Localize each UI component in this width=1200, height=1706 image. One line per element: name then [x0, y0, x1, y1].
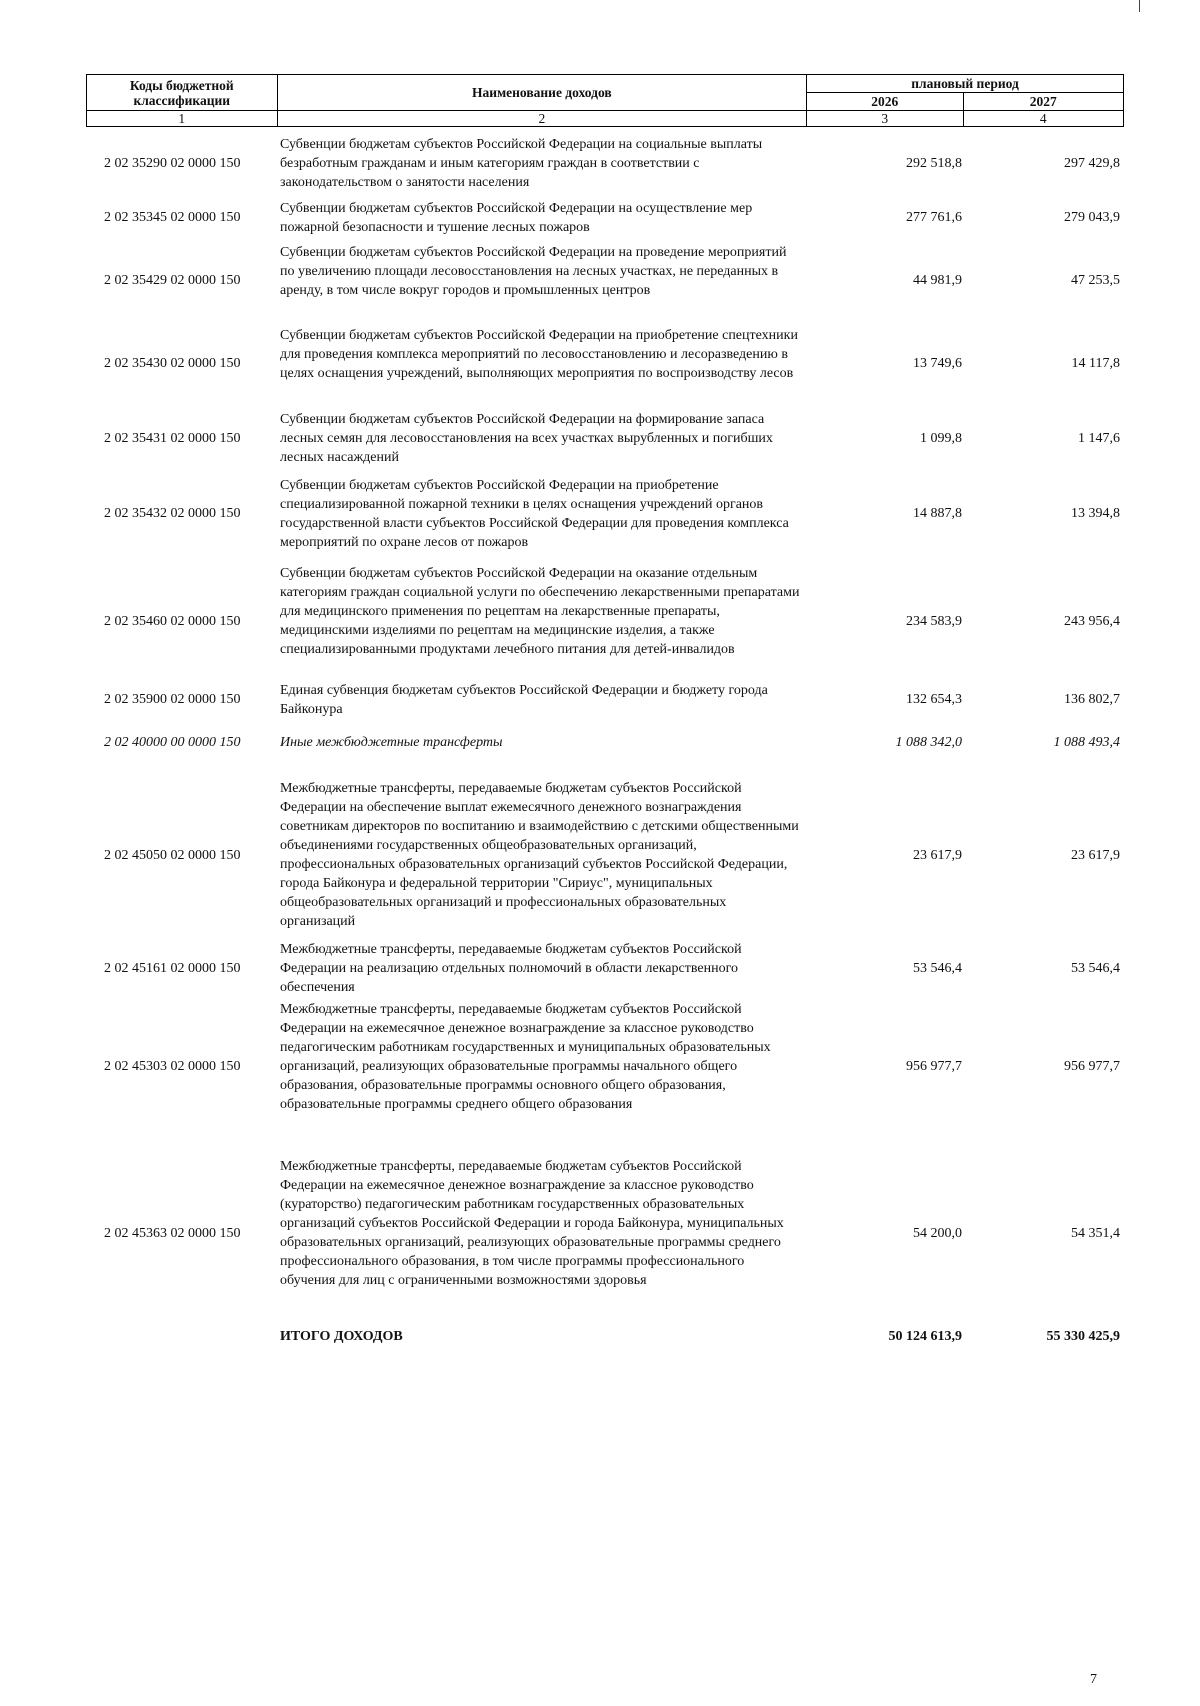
row-value-2027: 279 043,9: [1064, 210, 1120, 225]
row-value-2027: 53 546,4: [1071, 961, 1120, 976]
row-code: 2 02 40000 00 0000 150: [104, 735, 241, 750]
row-value-2026: 292 518,8: [906, 156, 962, 171]
header-period: плановый период: [807, 75, 1124, 93]
row-value-2027: 956 977,7: [1064, 1059, 1120, 1074]
row-value-2026: 234 583,9: [906, 614, 962, 629]
row-name: Субвенции бюджетам субъектов Российской Федерации на приобретение специализированной пожарной техники в целях оснащения учреждений органов государственной власти субъектов Российской Федерации для проведения комплекса мероприятий по охране лесов от пожаров: [280, 478, 789, 550]
row-code: 2 02 35900 02 0000 150: [104, 692, 241, 707]
row-name: Межбюджетные трансферты, передаваемые бюджетам субъектов Российской Федерации на реализацию отдельных полномочий в области лекарственного обеспечения: [280, 942, 742, 995]
row-code: 2 02 35432 02 0000 150: [104, 506, 241, 521]
row-code: 2 02 45050 02 0000 150: [104, 848, 241, 863]
row-value-2027: 47 253,5: [1071, 273, 1120, 288]
row-value-2026: 53 546,4: [913, 961, 962, 976]
row-value-2026: 23 617,9: [913, 848, 962, 863]
row-code: 2 02 35290 02 0000 150: [104, 156, 241, 171]
header-num-3: 3: [807, 111, 963, 127]
table-header: [86, 74, 1124, 127]
row-code: 2 02 45363 02 0000 150: [104, 1226, 241, 1241]
row-name: Субвенции бюджетам субъектов Российской Федерации на социальные выплаты безработным гражданам и иным категориям граждан в соответствии с законодательством о занятости населения: [280, 137, 763, 190]
row-code: 2 02 35460 02 0000 150: [104, 614, 241, 629]
total-label: ИТОГО ДОХОДОВ: [280, 1329, 403, 1344]
row-value-2027: 54 351,4: [1071, 1226, 1120, 1241]
header-num-1: 1: [87, 111, 278, 127]
row-value-2026: 14 887,8: [913, 506, 962, 521]
row-name: Иные межбюджетные трансферты: [280, 735, 503, 750]
row-name: Единая субвенция бюджетам субъектов Российской Федерации и бюджету города Байконура: [280, 683, 768, 717]
row-value-2026: 132 654,3: [906, 692, 962, 707]
row-value-2026: 13 749,6: [913, 356, 962, 371]
row-name: Субвенции бюджетам субъектов Российской Федерации на формирование запаса лесных семян для лесовосстановления на всех участках вырубленных и погибших лесных насаждений: [280, 412, 773, 465]
row-code: 2 02 35429 02 0000 150: [104, 273, 241, 288]
row-value-2027: 243 956,4: [1064, 614, 1120, 629]
page-number: 7: [1090, 1672, 1097, 1687]
header-year-2026: 2026: [807, 93, 963, 111]
row-name: Межбюджетные трансферты, передаваемые бюджетам субъектов Российской Федерации на обеспечение выплат ежемесячного денежного вознаграждения советникам директоров по воспитанию и взаимодействию с детскими общественными объединениями государственных общеобразовательных организаций, профессиональных образовательных организаций субъектов Российской Федерации, города Байконура и федеральной территории "Сириус", муниципальных общеобразовательных организаций и профессиональных образовательных организаций: [280, 781, 799, 929]
total-value-2026: 50 124 613,9: [888, 1329, 962, 1344]
total-value-2027: 55 330 425,9: [1046, 1329, 1120, 1344]
row-code: 2 02 35345 02 0000 150: [104, 210, 241, 225]
row-name: Субвенции бюджетам субъектов Российской Федерации на оказание отдельным категориям граждан социальной услуги по обеспечению лекарственными препаратами для медицинского применения по рецептам на лекарственные препараты, медицинскими изделиями по рецептам на медицинские изделия, а также специализированными продуктами лечебного питания для детей-инвалидов: [280, 566, 800, 657]
row-value-2026: 956 977,7: [906, 1059, 962, 1074]
row-value-2027: 1 088 493,4: [1053, 735, 1120, 750]
row-name: Субвенции бюджетам субъектов Российской Федерации на проведение мероприятий по увеличению площади лесовосстановления на лесных участках, не переданных в аренду, в том числе вокруг городов и промышленных центров: [280, 245, 787, 298]
row-code: 2 02 35431 02 0000 150: [104, 431, 241, 446]
row-name: Межбюджетные трансферты, передаваемые бюджетам субъектов Российской Федерации на ежемесячное денежное вознаграждение за классное руководство педагогическим работникам государственных и муниципальных образовательных организаций, реализующих образовательные программы начального общего образования, образовательные программы основного общего образования, образовательные программы среднего общего образования: [280, 1002, 771, 1112]
row-value-2027: 14 117,8: [1071, 356, 1120, 371]
row-name: Субвенции бюджетам субъектов Российской Федерации на осуществление мер пожарной безопасности и тушение лесных пожаров: [280, 201, 753, 235]
row-name: Субвенции бюджетам субъектов Российской Федерации на приобретение спецтехники для проведения комплекса мероприятий по лесовосстановлению и лесоразведению в целях оснащения учреждений, выполняющих мероприятия по воспроизводству лесов: [280, 328, 798, 381]
header-year-2027: 2027: [963, 93, 1123, 111]
row-value-2026: 277 761,6: [906, 210, 962, 225]
row-value-2026: 44 981,9: [913, 273, 962, 288]
row-value-2026: 1 099,8: [920, 431, 962, 446]
row-value-2027: 23 617,9: [1071, 848, 1120, 863]
row-name: Межбюджетные трансферты, передаваемые бюджетам субъектов Российской Федерации на ежемесячное денежное вознаграждение за классное руководство (кураторство) педагогическим работникам государственных образовательных организаций субъектов Российской Федерации и города Байконура, муниципальных образовательных организаций, реализующих образовательные программы среднего профессионального образования, в том числе программы профессионального обучения для лиц с ограниченными возможностями здоровья: [280, 1159, 784, 1288]
row-value-2027: 1 147,6: [1078, 431, 1120, 446]
row-code: 2 02 35430 02 0000 150: [104, 356, 241, 371]
row-value-2026: 1 088 342,0: [895, 735, 962, 750]
row-code: 2 02 45161 02 0000 150: [104, 961, 241, 976]
revenue-table: [86, 74, 1124, 1344]
row-code: 2 02 45303 02 0000 150: [104, 1059, 241, 1074]
scan-edge-mark: [1139, 0, 1140, 12]
header-codes: Коды бюджетной классификации: [87, 75, 278, 111]
row-value-2026: 54 200,0: [913, 1226, 962, 1241]
header-num-2: 2: [277, 111, 807, 127]
row-value-2027: 13 394,8: [1071, 506, 1120, 521]
row-value-2027: 297 429,8: [1064, 156, 1120, 171]
header-num-4: 4: [963, 111, 1123, 127]
header-name: Наименование доходов: [277, 75, 807, 111]
row-value-2027: 136 802,7: [1064, 692, 1120, 707]
